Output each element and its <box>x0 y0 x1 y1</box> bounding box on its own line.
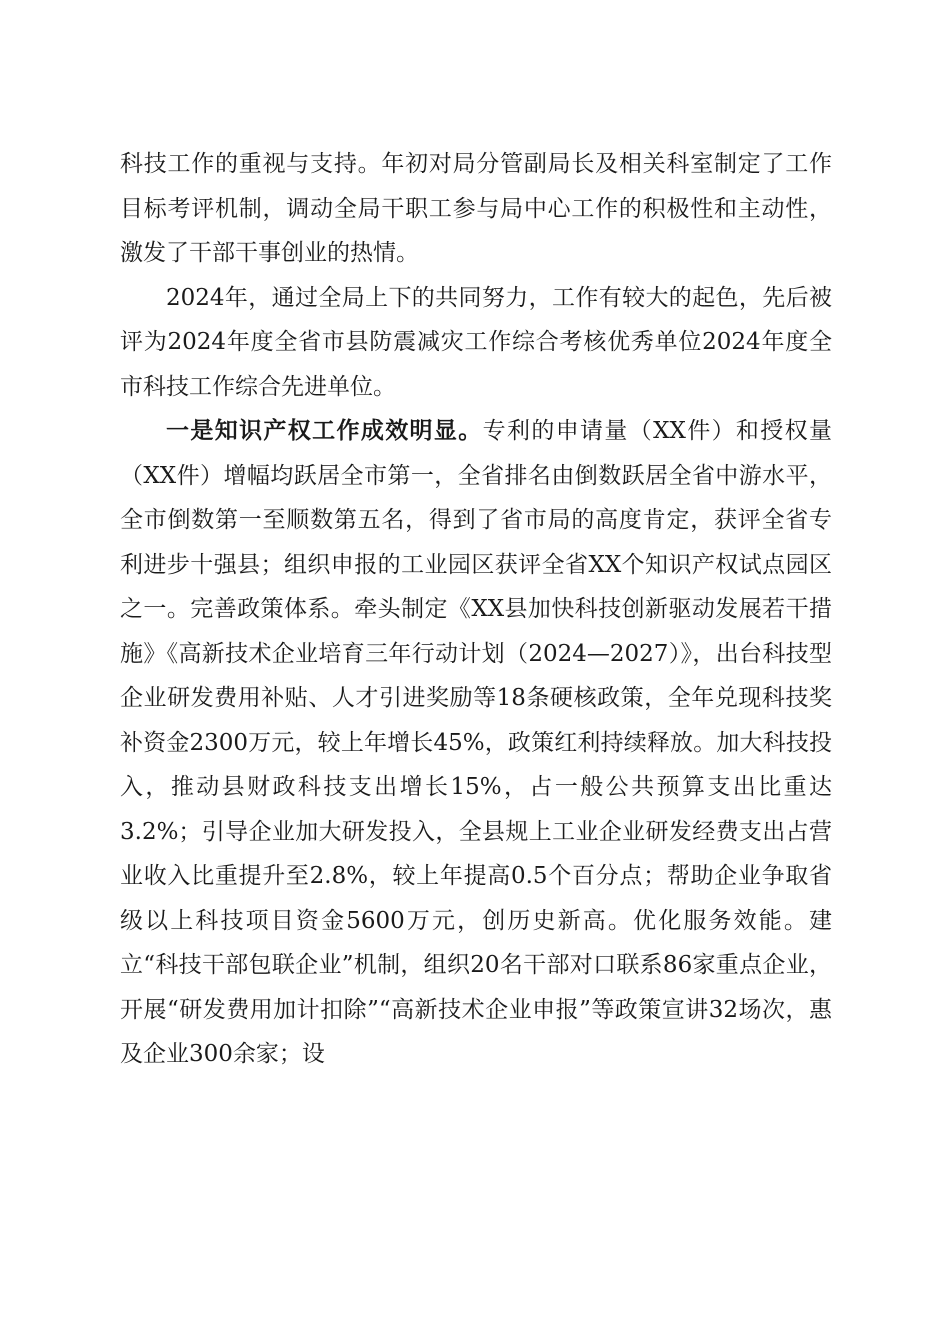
document-body <box>120 142 832 1077</box>
paragraph-achievements <box>120 276 832 410</box>
paragraph-text: 专利的申请量（XX件）和授权量（XX件）增幅均跃居全市第一，全省排名由倒数跃居全省中游水平，全市倒数第一至顺数第五名，得到了省市局的高度肯定，获评全省专利进步十强县；组织申报的工业园区获评全省XX个知识产权试点园区之一。完善政策体系。牵头制定《XX县加快科技创新驱动发展若干措施》《高新技术企业培育三年行动计划（2024—2027）》，出台科技型企业研发费用补贴、人才引进奖励等18条硬核政策，全年兑现科技奖补资金2300万元，较上年增长45%，政策红利持续释放。加大科技投入，推动县财政科技支出增长15%，占一般公共预算支出比重达3.2%；引导企业加大研发投入，全县规上工业企业研发经费支出占营业收入比重提升至2.8%，较上年提高0.5个百分点；帮助企业争取省级以上科技项目资金5600万元，创历史新高。优化服务效能。建立“科技干部包联企业”机制，组织20名干部对口联系86家重点企业，开展“研发费用加计扣除”“高新技术企业申报”等政策宣讲32场次，惠及企业300余家；设 <box>120 418 832 1067</box>
paragraph-continuation <box>120 142 832 276</box>
paragraph-ip-work <box>120 409 832 1077</box>
paragraph-lead-heading: 一是知识产权工作成效明显。 <box>166 417 483 444</box>
paragraph-text: 科技工作的重视与支持。年初对局分管副局长及相关科室制定了工作目标考评机制，调动全局干职工参与局中心工作的积极性和主动性，激发了干部干事创业的热情。 <box>120 151 832 266</box>
paragraph-text: 2024年，通过全局上下的共同努力，工作有较大的起色，先后被评为2024年度全省市县防震减灾工作综合考核优秀单位2024年度全市科技工作综合先进单位。 <box>120 284 832 400</box>
